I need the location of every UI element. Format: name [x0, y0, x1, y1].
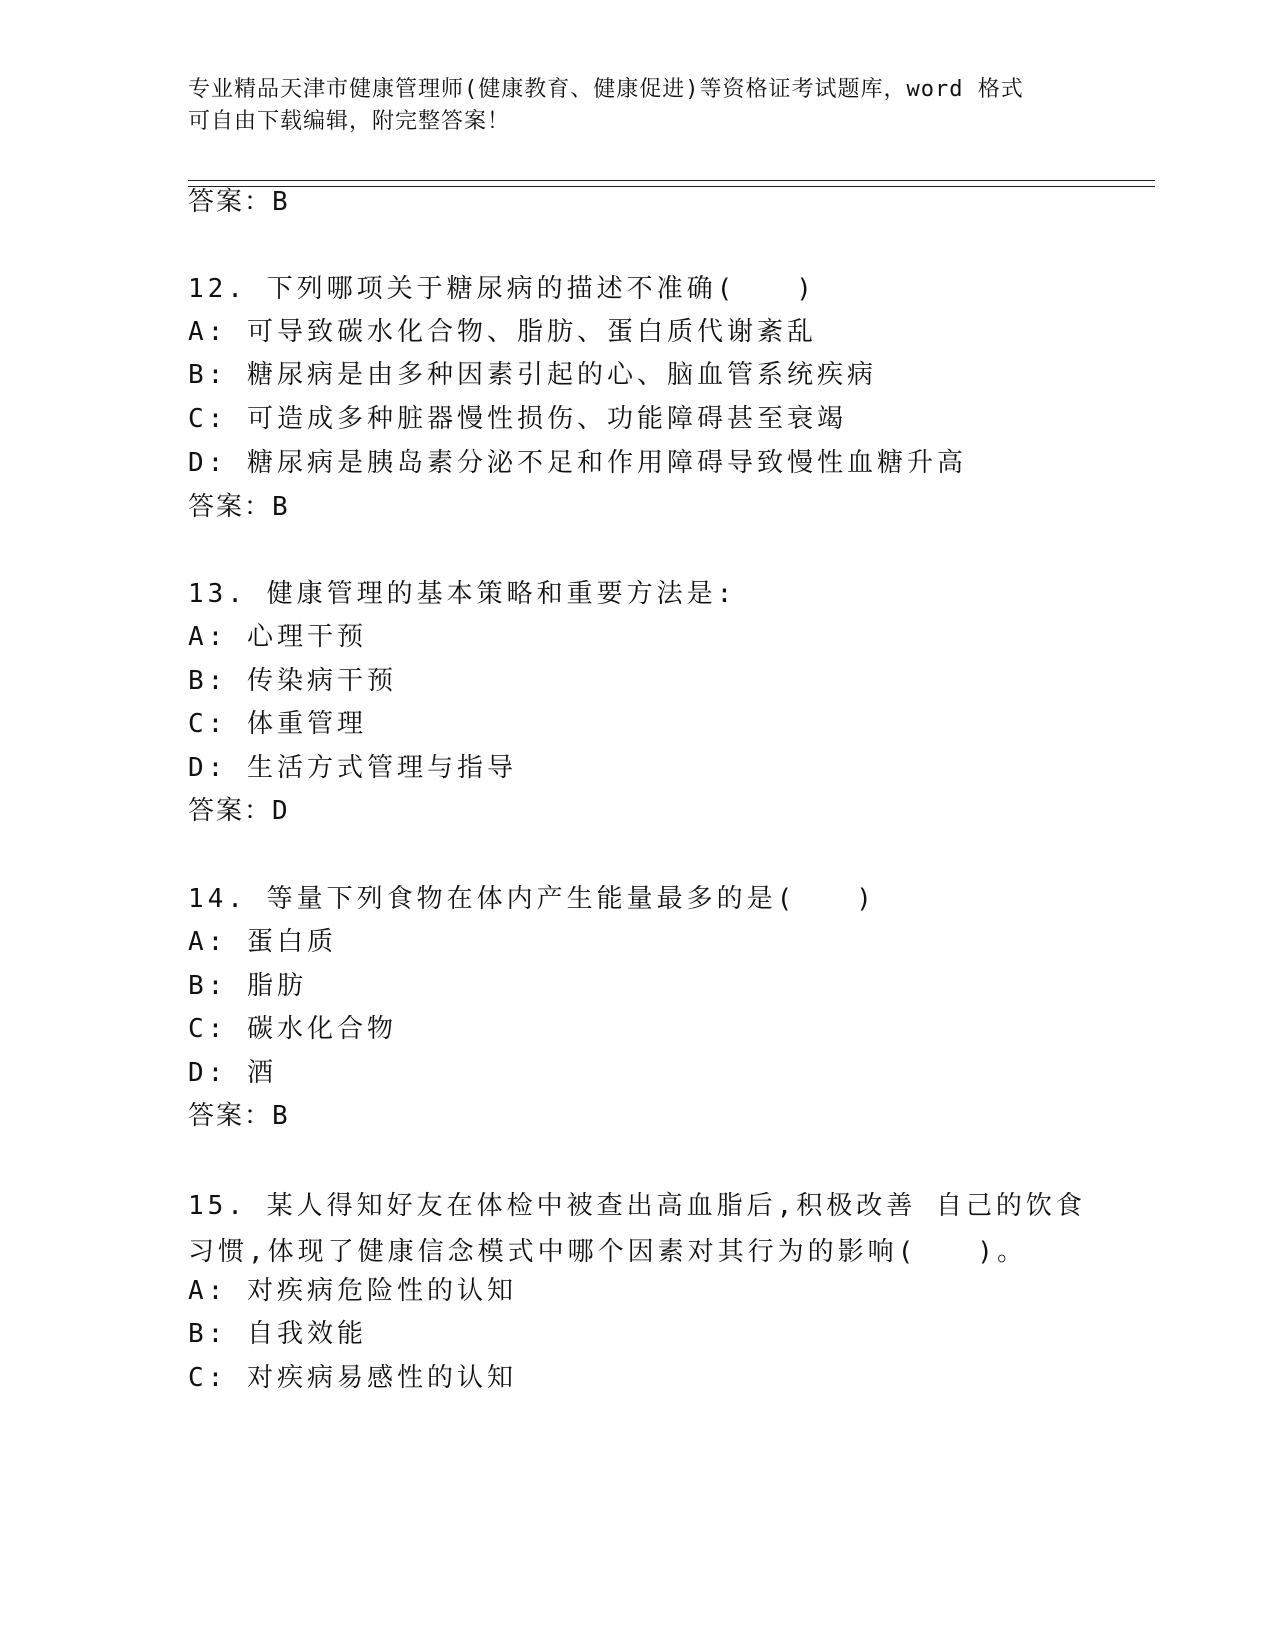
question-12-answer: 答案：B: [188, 492, 290, 522]
question-12-option-a: A: 可导致碳水化合物、脂肪、蛋白质代谢紊乱: [188, 317, 817, 347]
question-14-stem: 14. 等量下列食物在体内产生能量最多的是( ): [188, 884, 876, 914]
question-15-option-a: A: 对疾病危险性的认知: [188, 1276, 517, 1306]
question-12-option-c: C: 可造成多种脏器慢性损伤、功能障碍甚至衰竭: [188, 404, 847, 434]
question-13-stem: 13. 健康管理的基本策略和重要方法是:: [188, 579, 737, 609]
question-15-option-c: C: 对疾病易感性的认知: [188, 1363, 517, 1393]
question-13-option-a: A: 心理干预: [188, 622, 367, 652]
question-13-answer: 答案：D: [188, 796, 290, 826]
question-15-option-b: B: 自我效能: [188, 1319, 367, 1349]
document-header: [188, 74, 1088, 138]
answer-11: 答案：B: [188, 187, 290, 217]
header-divider: [188, 180, 1155, 187]
question-14-option-b: B: 脂肪: [188, 971, 307, 1001]
header-line-2: 可自由下载编辑，附完整答案！: [188, 109, 511, 134]
question-12-stem: 12. 下列哪项关于糖尿病的描述不准确( ): [188, 274, 816, 304]
question-12-option-d: D: 糖尿病是胰岛素分泌不足和作用障碍导致慢性血糖升高: [188, 448, 967, 478]
question-13-option-b: B: 传染病干预: [188, 666, 397, 696]
question-12-option-b: B: 糖尿病是由多种因素引起的心、脑血管系统疾病: [188, 360, 877, 390]
header-line-1: 专业精品天津市健康管理师(健康教育、健康促进)等资格证考试题库，word 格式: [188, 77, 1024, 102]
question-14-option-c: C: 碳水化合物: [188, 1014, 397, 1044]
question-14-answer: 答案：B: [188, 1101, 290, 1131]
question-15-stem: 15. 某人得知好友在体检中被查出高血脂后,积极改善 自己的饮食习惯,体现了健康信念模式中哪个因素对其行为的影响( )。: [188, 1191, 1086, 1267]
question-14-option-a: A: 蛋白质: [188, 927, 337, 957]
question-13-option-c: C: 体重管理: [188, 709, 367, 739]
question-13-option-d: D: 生活方式管理与指导: [188, 753, 517, 783]
question-14-option-d: D: 酒: [188, 1058, 277, 1088]
